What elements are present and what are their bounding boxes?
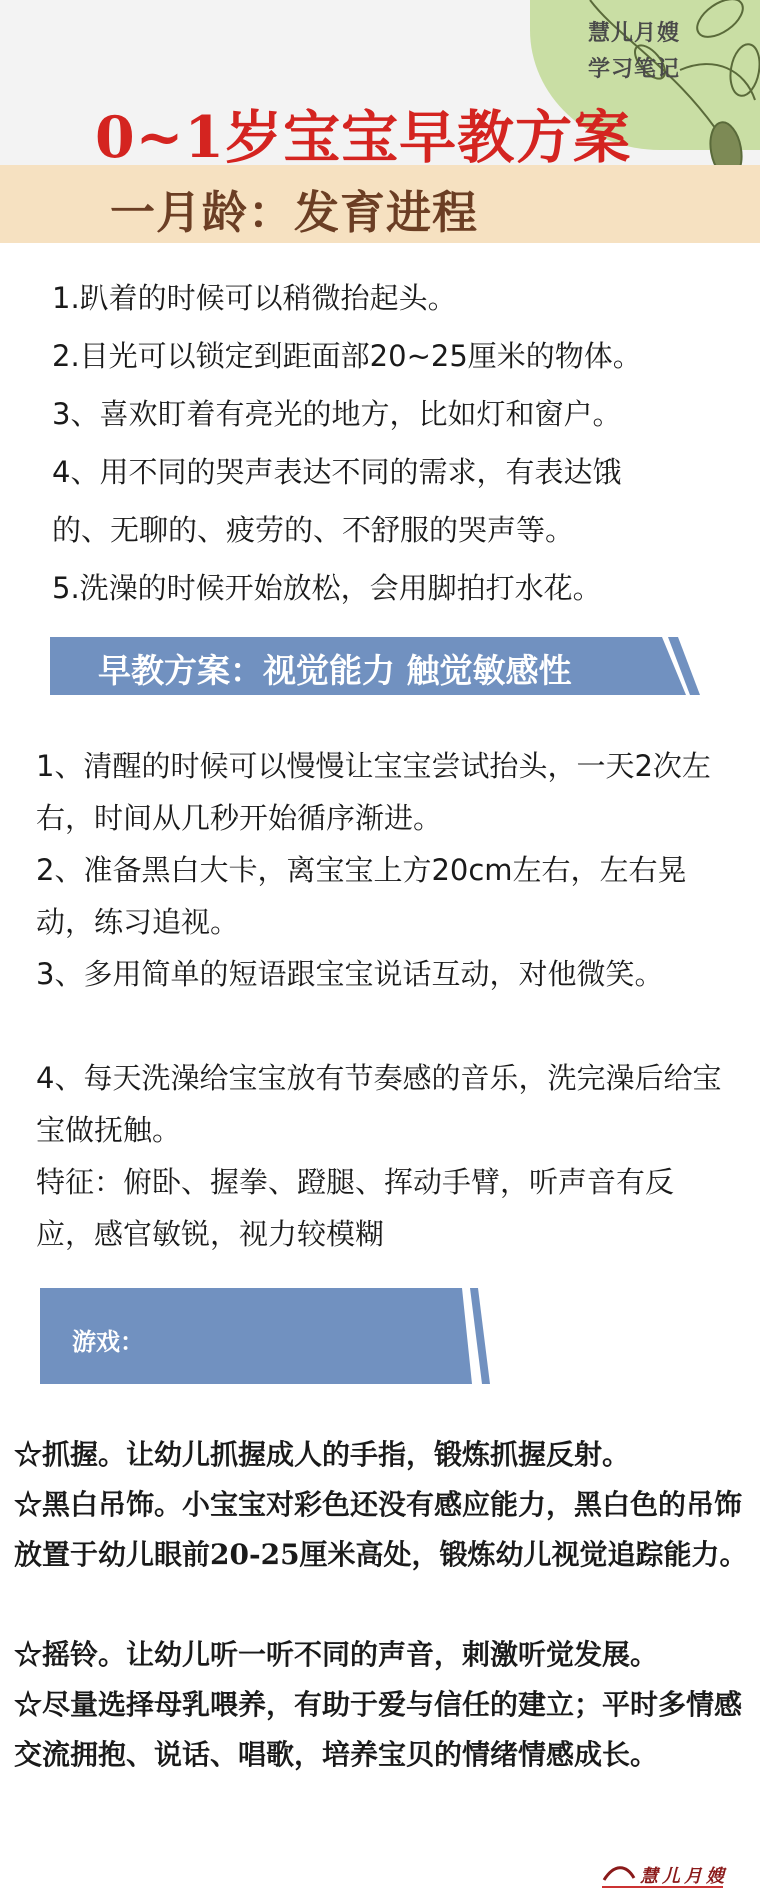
plan-item: 3、多用简单的短语跟宝宝说话互动，对他微笑。 (36, 957, 664, 991)
section-subtitle: 一月龄：发育进程 (110, 186, 479, 239)
development-item: 3、喜欢盯着有亮光的地方，比如灯和窗户。 (52, 397, 622, 431)
plan-item: 1、清醒的时候可以慢慢让宝宝尝试抬头，一天2次左右，时间从几秒开始循序渐进。 (36, 749, 711, 835)
brand-name: 慧儿月嫂 (588, 20, 681, 46)
games-label: 游戏： (72, 1327, 144, 1356)
footer-logo-text: 慧儿月嫂 (640, 1866, 728, 1887)
development-item: 5.洗澡的时候开始放松，会用脚拍打水花。 (52, 571, 602, 605)
brand-subtitle: 学习笔记 (588, 56, 681, 82)
plan-features: 特征：俯卧、握拳、蹬腿、挥动手臂，听声音有反应，感官敏锐，视力较模糊 (36, 1165, 675, 1251)
game-item: ☆尽量选择母乳喂养，有助于爱与信任的建立；平时多情感交流拥抱、说话、唱歌，培养宝贝的情绪情感成长。 (14, 1688, 743, 1771)
plan-banner-title: 早教方案：视觉能力 触觉敏感性 (98, 651, 572, 690)
development-item: 1.趴着的时候可以稍微抬起头。 (52, 281, 457, 315)
game-item: ☆抓握。让幼儿抓握成人的手指，锻炼抓握反射。 (14, 1438, 631, 1471)
plan-item: 4、每天洗澡给宝宝放有节奏感的音乐，洗完澡后给宝宝做抚触。 (36, 1061, 722, 1147)
development-item: 2.目光可以锁定到距面部20~25厘米的物体。 (52, 339, 642, 373)
game-item: ☆黑白吊饰。小宝宝对彩色还没有感应能力，黑白色的吊饰放置于幼儿眼前20-25厘米高处，锻炼幼儿视觉追踪能力。 (14, 1488, 748, 1571)
development-item: 的、无聊的、疲劳的、不舒服的哭声等。 (52, 513, 575, 547)
plan-item: 2、准备黑白大卡，离宝宝上方20cm左右，左右晃动，练习追视。 (36, 853, 687, 939)
page-title: 0~1岁宝宝早教方案 (95, 104, 632, 171)
development-item: 4、用不同的哭声表达不同的需求，有表达饿 (52, 455, 622, 489)
game-item: ☆摇铃。让幼儿听一听不同的声音，刺激听觉发展。 (14, 1638, 659, 1671)
